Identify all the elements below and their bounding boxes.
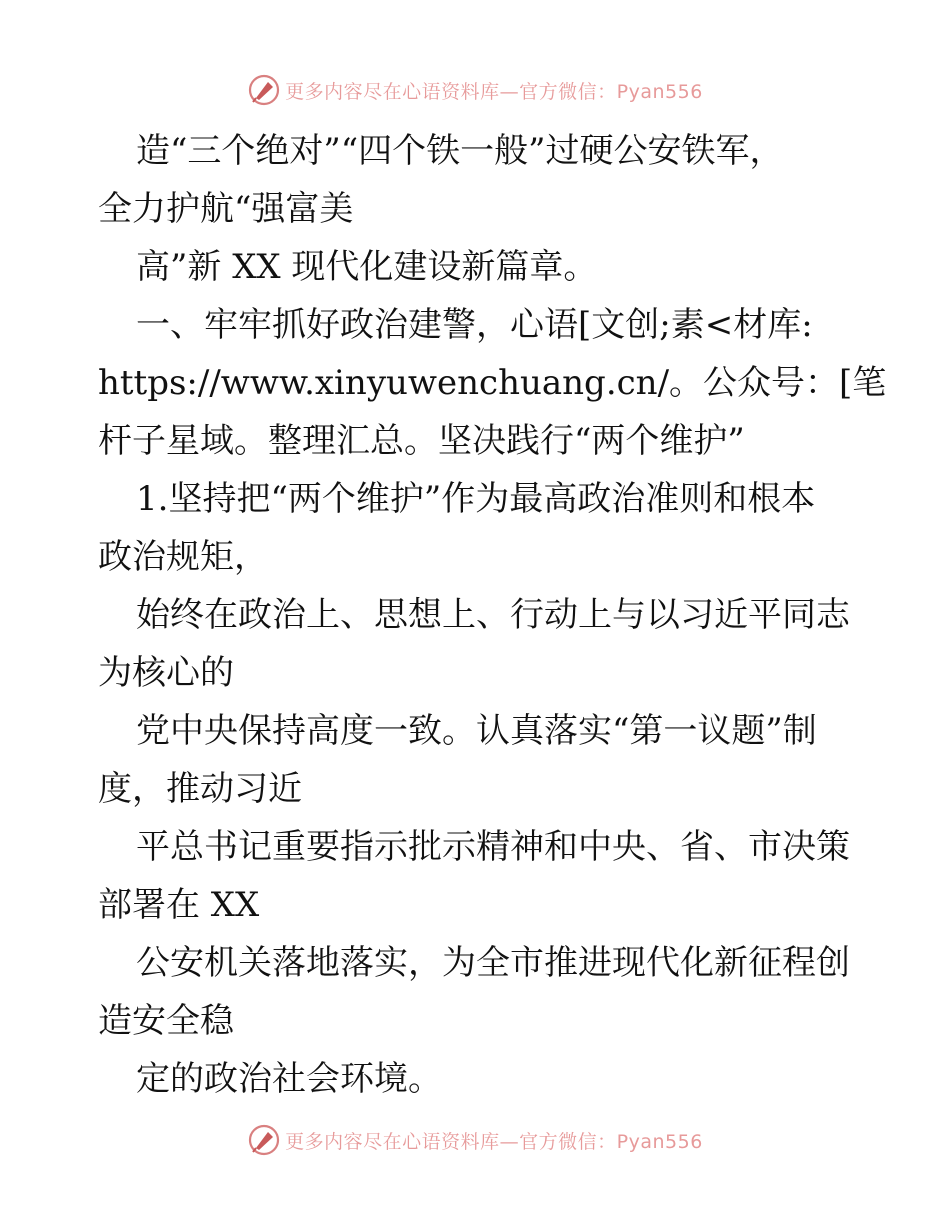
text-line: 公安机关落地落实，为全市推进现代化新征程创 <box>136 943 850 983</box>
text-line: 1.坚持把“两个维护”作为最高政治准则和根本 <box>136 479 816 519</box>
pen-nib-logo-icon <box>247 73 281 107</box>
watermark-text: 更多内容尽在心语资料库—官方微信：Pyan556 <box>285 1130 703 1153</box>
text-line: 部署在 XX <box>98 885 260 925</box>
watermark-header <box>0 70 950 110</box>
pen-nib-logo-icon <box>247 1123 281 1157</box>
text-line: 全力护航“强富美 <box>98 189 354 229</box>
text-line: 党中央保持高度一致。认真落实“第一议题”制 <box>136 711 817 751</box>
watermark-text: 更多内容尽在心语资料库—官方微信：Pyan556 <box>285 80 703 103</box>
document-body <box>98 122 887 1108</box>
text-line: 造“三个绝对”“四个铁一般”过硬公安铁军， <box>136 131 784 171</box>
text-line: 高”新 XX 现代化建设新篇章。 <box>136 247 598 287</box>
watermark-footer <box>0 1120 950 1160</box>
text-line: 一、牢牢抓好政治建警，心语[文创;素<材库: <box>136 305 813 345</box>
text-line: 杆子星域。整理汇总。坚决践行“两个维护” <box>98 421 745 461</box>
text-line: 平总书记重要指示批示精神和中央、省、市决策 <box>136 827 850 867</box>
text-line: 始终在政治上、思想上、行动上与以习近平同志 <box>136 595 850 635</box>
text-line: 定的政治社会环境。 <box>136 1059 442 1099</box>
text-line: 为核心的 <box>98 653 234 693</box>
text-line: 度，推动习近 <box>98 769 302 809</box>
text-line: 造安全稳 <box>98 1001 234 1041</box>
text-line: https://www.xinyuwenchuang.cn/。公众号：[笔 <box>98 363 887 403</box>
text-line: 政治规矩， <box>98 537 268 577</box>
